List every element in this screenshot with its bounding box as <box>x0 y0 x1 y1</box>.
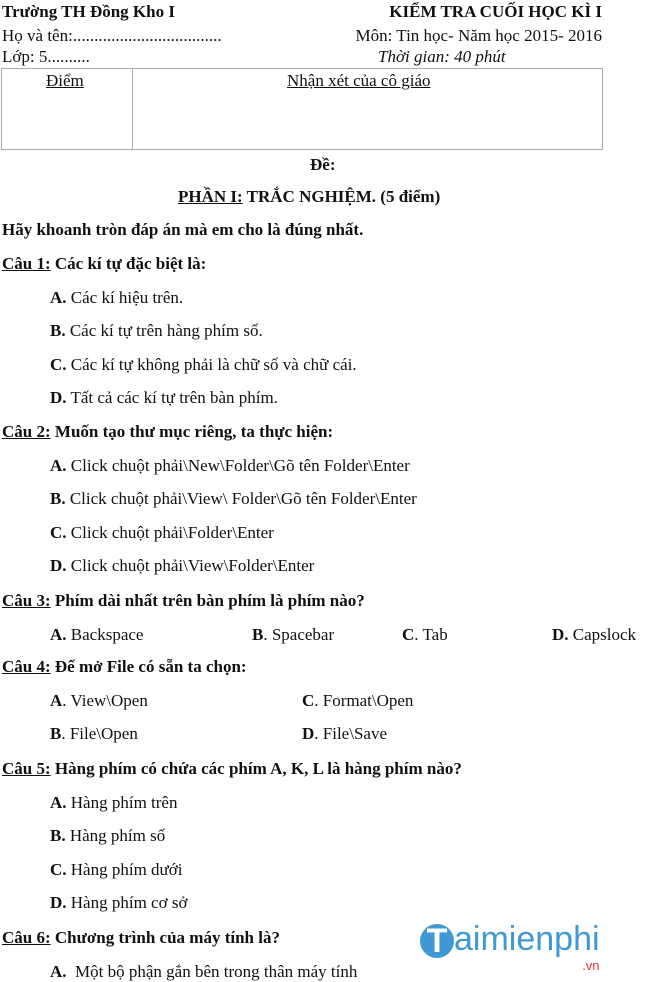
answer-option <box>50 793 177 813</box>
option-text: Click chuột phải\View\Folder\Enter <box>66 556 315 576</box>
question-label: Câu 1: <box>2 254 51 273</box>
question-label: Câu 6: <box>2 928 51 947</box>
option-key: B. <box>50 321 66 341</box>
option-key: C. <box>50 522 67 542</box>
question-text: Hàng phím có chứa các phím A, K, L là hàng phím nào? <box>50 759 462 778</box>
question-3 <box>2 591 365 611</box>
option-text: Hàng phím trên <box>66 792 178 812</box>
logo-suffix: .vn <box>582 958 600 973</box>
score-table <box>1 68 603 150</box>
question-label: Câu 4: <box>2 657 51 676</box>
student-name-line: Họ và tên:................................... <box>2 26 222 45</box>
option-key: A. <box>50 624 67 644</box>
option-text: Backspace <box>66 624 144 644</box>
exam-title: KIỂM TRA CUỐI HỌC KÌ I <box>389 2 602 21</box>
answer-option <box>50 962 357 982</box>
answer-option <box>50 893 187 913</box>
option-text: . Spacebar <box>263 624 335 644</box>
question-2 <box>2 422 333 442</box>
option-text: Capslock <box>568 624 637 644</box>
option-key: A. <box>50 455 67 475</box>
option-key: D. <box>50 893 67 913</box>
answer-option <box>50 321 263 341</box>
answer-option <box>302 691 413 711</box>
option-key: D <box>302 724 315 744</box>
option-key: A <box>50 690 63 710</box>
option-key: B <box>252 624 264 644</box>
option-text: . Tab <box>414 624 448 644</box>
answer-option <box>252 625 334 645</box>
part1-text: TRẮC NGHIỆM. (5 điểm) <box>242 187 441 206</box>
option-key: C <box>402 624 415 644</box>
option-key: B <box>50 724 62 744</box>
question-text: Chương trình của máy tính là? <box>50 928 280 947</box>
answer-option <box>50 456 410 476</box>
option-text: . Format\Open <box>314 690 414 710</box>
option-text: Tất cả các kí tự trên bàn phím. <box>66 388 278 408</box>
option-key: B. <box>50 826 66 846</box>
answer-option <box>50 556 314 576</box>
answer-option <box>552 625 636 645</box>
option-text: Hàng phím dưới <box>66 859 183 879</box>
option-text: . File\Open <box>61 724 138 744</box>
option-text: . File\Save <box>314 724 387 744</box>
question-text: Phím dài nhất trên bàn phím là phím nào? <box>50 591 365 610</box>
question-4 <box>2 657 247 677</box>
table-divider <box>132 69 133 149</box>
subject-year: Môn: Tin học- Năm học 2015- 2016 <box>355 26 602 45</box>
question-5 <box>2 759 462 779</box>
question-label: Câu 5: <box>2 759 51 778</box>
de-heading: Đề: <box>310 155 336 174</box>
option-text: Click chuột phải\View\ Folder\Gõ tên Folder\Enter <box>65 489 417 509</box>
answer-option <box>50 489 417 509</box>
instruction: Hãy khoanh tròn đáp án mà em cho là đúng nhất. <box>2 220 364 239</box>
option-text: . View\Open <box>62 690 148 710</box>
question-text: Để mở File có sẵn ta chọn: <box>50 657 247 676</box>
logo-initial: T <box>420 924 454 958</box>
option-text: Hàng phím số <box>65 826 166 846</box>
option-key: D. <box>552 624 569 644</box>
answer-option <box>50 724 138 744</box>
option-text: Click chuột phải\New\Folder\Gõ tên Folder\Enter <box>66 455 410 475</box>
exam-time: Thời gian: 40 phút <box>378 47 506 66</box>
question-label: Câu 2: <box>2 422 51 441</box>
option-text: Các kí hiệu trên. <box>66 287 184 307</box>
answer-option <box>50 691 148 711</box>
question-text: Các kí tự đặc biệt là: <box>50 254 207 273</box>
answer-option <box>50 523 274 543</box>
option-key: C. <box>50 859 67 879</box>
answer-option <box>50 388 278 408</box>
part1-label: PHẦN I: <box>178 187 243 206</box>
logo-text: aimienphi <box>454 920 600 958</box>
comment-header: Nhận xét của cô giáo <box>287 71 431 90</box>
answer-option <box>50 288 183 308</box>
question-6 <box>2 928 280 948</box>
option-text: Các kí tự không phải là chữ số và chữ cái. <box>66 354 357 374</box>
school-name: Trường TH Đồng Kho I <box>2 2 175 21</box>
answer-option <box>50 860 182 880</box>
answer-option <box>50 355 357 375</box>
option-key: D. <box>50 556 67 576</box>
class-line: Lớp: 5.......... <box>2 47 90 66</box>
answer-option <box>50 826 165 846</box>
option-key: A. <box>50 792 67 812</box>
option-key: B. <box>50 489 66 509</box>
question-label: Câu 3: <box>2 591 51 610</box>
option-key: C. <box>50 354 67 374</box>
option-key: C <box>302 690 315 710</box>
option-text: Các kí tự trên hàng phím số. <box>65 321 263 341</box>
question-1 <box>2 254 206 274</box>
option-key: A. <box>50 287 67 307</box>
answer-option <box>302 724 387 744</box>
answer-option <box>50 625 143 645</box>
answer-option <box>402 625 448 645</box>
option-key: A. <box>50 961 67 981</box>
part1-title <box>178 187 440 207</box>
taimienphi-logo <box>420 920 600 973</box>
option-text: Hàng phím cơ sở <box>66 893 188 913</box>
score-header: Điểm <box>46 71 84 90</box>
question-text: Muốn tạo thư mục riêng, ta thực hiện: <box>50 422 334 441</box>
option-text: Một bộ phận gắn bên trong thân máy tính <box>66 961 358 981</box>
option-key: D. <box>50 388 67 408</box>
option-text: Click chuột phải\Folder\Enter <box>66 522 274 542</box>
